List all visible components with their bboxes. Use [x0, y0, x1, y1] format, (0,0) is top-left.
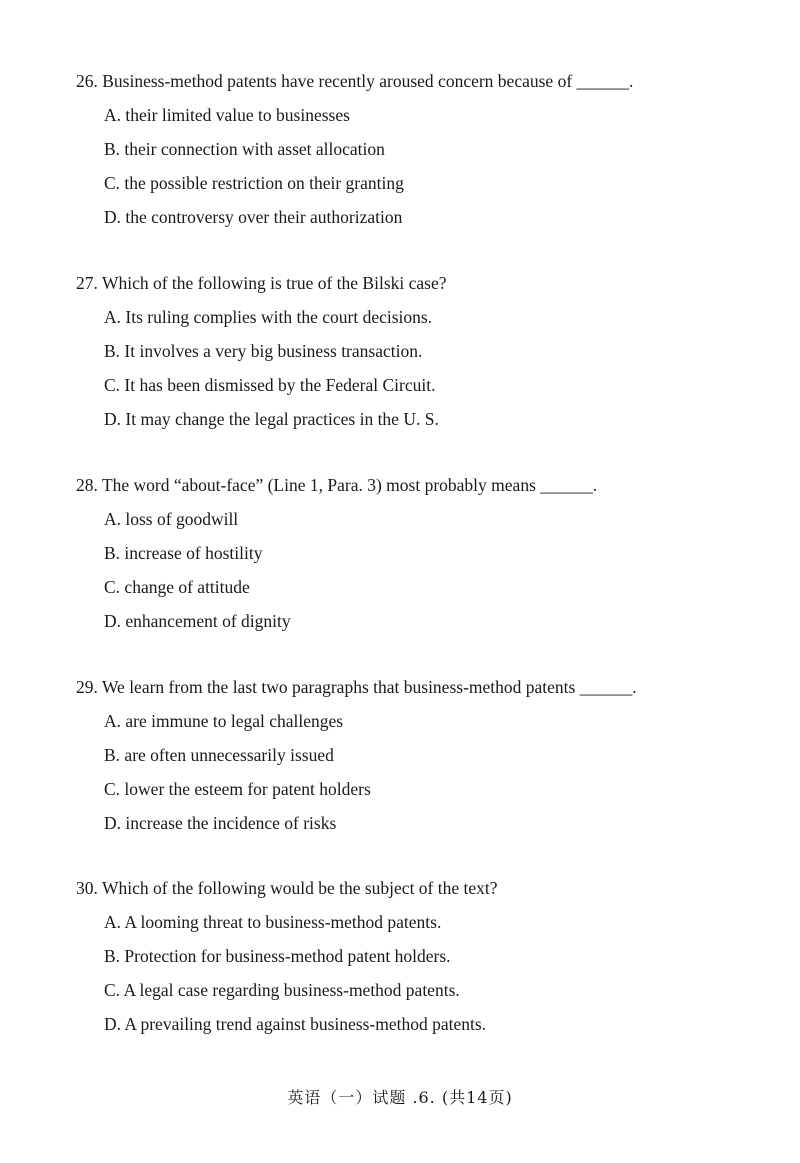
option-a: A. are immune to legal challenges: [104, 711, 344, 731]
question-stem: [76, 877, 766, 899]
question-26: [76, 70, 766, 240]
question-text: We learn from the last two paragraphs that business-method patents ______.: [101, 677, 637, 697]
question-29: [76, 676, 766, 846]
option-b: B. Protection for business-method patent holders.: [104, 946, 451, 966]
option-c: C. the possible restriction on their granting: [104, 173, 404, 193]
option-list: [76, 104, 766, 240]
option-b: B. their connection with asset allocation: [104, 139, 385, 159]
question-27: [76, 272, 766, 442]
option-a: A. loss of goodwill: [104, 509, 239, 529]
option-b: B. increase of hostility: [104, 543, 263, 563]
question-number: 29.: [76, 677, 98, 697]
question-stem: [76, 676, 766, 698]
question-number: 30.: [76, 878, 98, 898]
option-d: D. A prevailing trend against business-method patents.: [104, 1014, 487, 1034]
option-list: [76, 306, 766, 442]
option-a: A. Its ruling complies with the court decisions.: [104, 307, 433, 327]
option-list: [76, 710, 766, 846]
question-28: [76, 474, 766, 644]
question-stem: [76, 272, 766, 294]
question-30: [76, 877, 766, 1047]
question-number: 27.: [76, 273, 98, 293]
option-list: [76, 508, 766, 644]
option-c: C. It has been dismissed by the Federal Circuit.: [104, 375, 436, 395]
option-list: [76, 911, 766, 1047]
option-d: D. enhancement of dignity: [104, 611, 291, 631]
option-d: D. the controversy over their authorization: [104, 207, 403, 227]
option-d: D. It may change the legal practices in the U. S.: [104, 409, 439, 429]
option-a: A. A looming threat to business-method patents.: [104, 912, 442, 932]
option-b: B. It involves a very big business transaction.: [104, 341, 423, 361]
question-text: Which of the following is true of the Bilski case?: [101, 273, 447, 293]
option-c: C. lower the esteem for patent holders: [104, 779, 371, 799]
question-stem: [76, 474, 766, 496]
option-a: A. their limited value to businesses: [104, 105, 350, 125]
question-text: Which of the following would be the subject of the text?: [101, 878, 498, 898]
option-c: C. A legal case regarding business-method patents.: [104, 980, 460, 1000]
option-c: C. change of attitude: [104, 577, 250, 597]
question-text: The word “about-face” (Line 1, Para. 3) most probably means ______.: [101, 475, 598, 495]
question-number: 28.: [76, 475, 98, 495]
question-stem: [76, 70, 766, 92]
option-b: B. are often unnecessarily issued: [104, 745, 334, 765]
question-number: 26.: [76, 71, 98, 91]
page-footer: 英语（一）试题 .6. (共14页): [287, 1088, 513, 1107]
question-text: Business-method patents have recently aroused concern because of ______.: [102, 71, 634, 91]
option-d: D. increase the incidence of risks: [104, 813, 337, 833]
